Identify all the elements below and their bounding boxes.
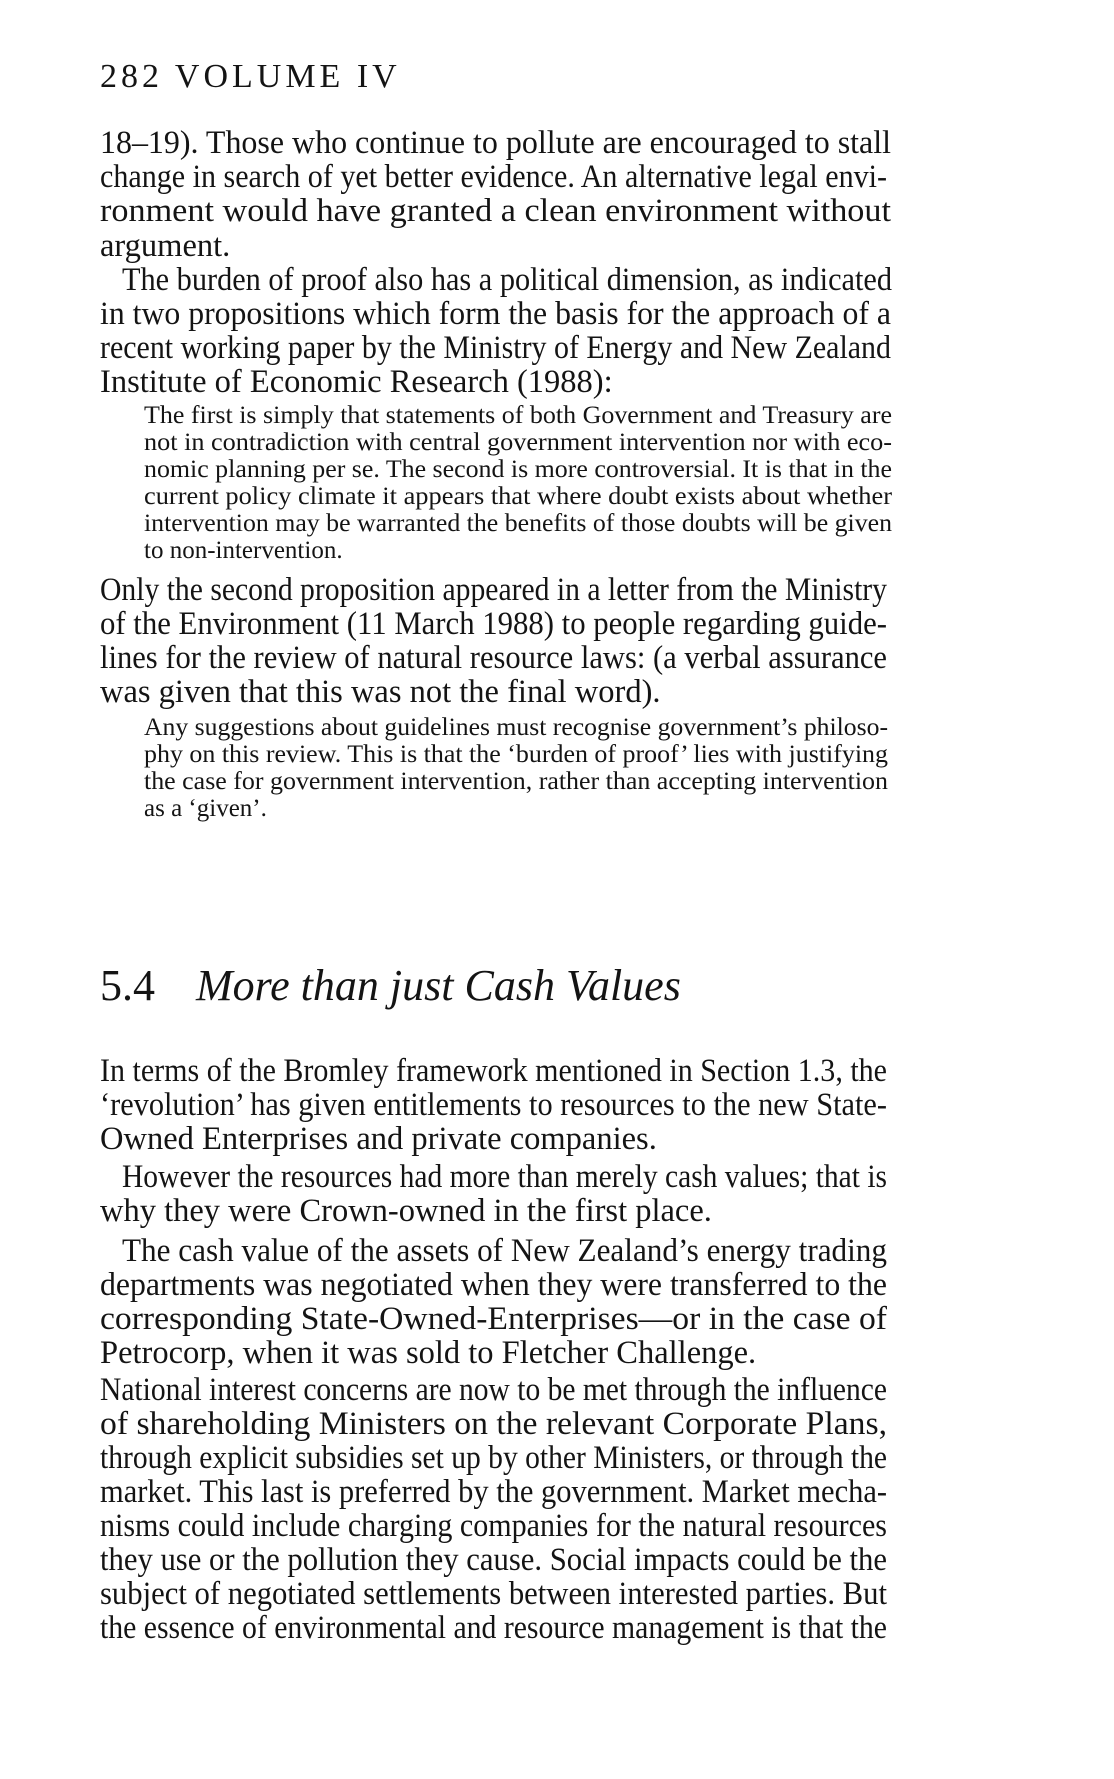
text-line: nisms could include charging companies for the natural resources (100, 1508, 887, 1544)
quote-line: intervention may be warranted the benefits of those doubts will be given (144, 510, 892, 537)
text-line: In terms of the Bromley framework mentioned in Section 1.3, the (100, 1053, 887, 1089)
text-line: in two propositions which form the basis for the approach of a (100, 296, 891, 332)
quote-line: as a ‘given’. (144, 795, 267, 822)
text-line: of shareholding Ministers on the relevant Corporate Plans, (100, 1406, 887, 1442)
text-line: the essence of environmental and resource management is that the (100, 1610, 887, 1646)
text-line: through explicit subsidies set up by other Ministers, or through the (100, 1440, 887, 1476)
text-line: change in search of yet better evidence. An alternative legal envi- (100, 159, 887, 195)
text-line: subject of negotiated settlements between interested parties. But (100, 1576, 887, 1612)
text-line: The cash value of the assets of New Zealand’s energy trading (122, 1233, 887, 1269)
running-head: 282 VOLUME IV (100, 58, 401, 95)
text-line: National interest concerns are now to be met through the influence (100, 1372, 887, 1408)
text-line: they use or the pollution they cause. Social impacts could be the (100, 1542, 887, 1578)
section-number: 5.4 (100, 961, 155, 1010)
text-line: argument. (100, 228, 231, 264)
text-line: of the Environment (11 March 1988) to people regarding guide- (100, 606, 887, 642)
text-line: 18–19). Those who continue to pollute are encouraged to stall (100, 125, 891, 161)
text-line: Institute of Economic Research (1988): (100, 364, 613, 400)
text-line: ‘revolution’ has given entitlements to resources to the new State- (100, 1087, 887, 1123)
text-line: market. This last is preferred by the government. Market mecha- (100, 1474, 887, 1510)
text-line: lines for the review of natural resource laws: (a verbal assurance (100, 640, 887, 676)
text-line: why they were Crown-owned in the first place. (100, 1193, 712, 1229)
quote-line: current policy climate it appears that where doubt exists about whether (144, 483, 892, 510)
text-line: departments was negotiated when they were transferred to the (100, 1267, 887, 1303)
text-line: Petrocorp, when it was sold to Fletcher Challenge. (100, 1335, 757, 1371)
quote-line: to non-intervention. (144, 537, 343, 564)
quote-line: nomic planning per se. The second is more controversial. It is that in the (144, 456, 892, 483)
section-title: More than just Cash Values (196, 961, 681, 1010)
quote-line: The first is simply that statements of both Government and Treasury are (144, 402, 893, 429)
text-line: However the resources had more than merely cash values; that is (122, 1159, 887, 1195)
section-heading (100, 960, 681, 1011)
quote-line: phy on this review. This is that the ‘burden of proof’ lies with justifying (144, 741, 888, 768)
text-line: was given that this was not the final word). (100, 674, 661, 710)
quote-line: Any suggestions about guidelines must recognise government’s philoso- (144, 714, 888, 741)
text-line: Owned Enterprises and private companies. (100, 1121, 657, 1157)
text-line: The burden of proof also has a political dimension, as indicated (122, 262, 892, 298)
text-line: ronment would have granted a clean environment without (100, 193, 892, 229)
quote-line: the case for government intervention, rather than accepting intervention (144, 768, 888, 795)
text-line: recent working paper by the Ministry of Energy and New Zealand (100, 330, 891, 366)
quote-line: not in contradiction with central government intervention nor with eco- (144, 429, 892, 456)
text-line: corresponding State-Owned-Enterprises—or in the case of (100, 1301, 888, 1337)
text-line: Only the second proposition appeared in a letter from the Ministry (100, 572, 887, 608)
